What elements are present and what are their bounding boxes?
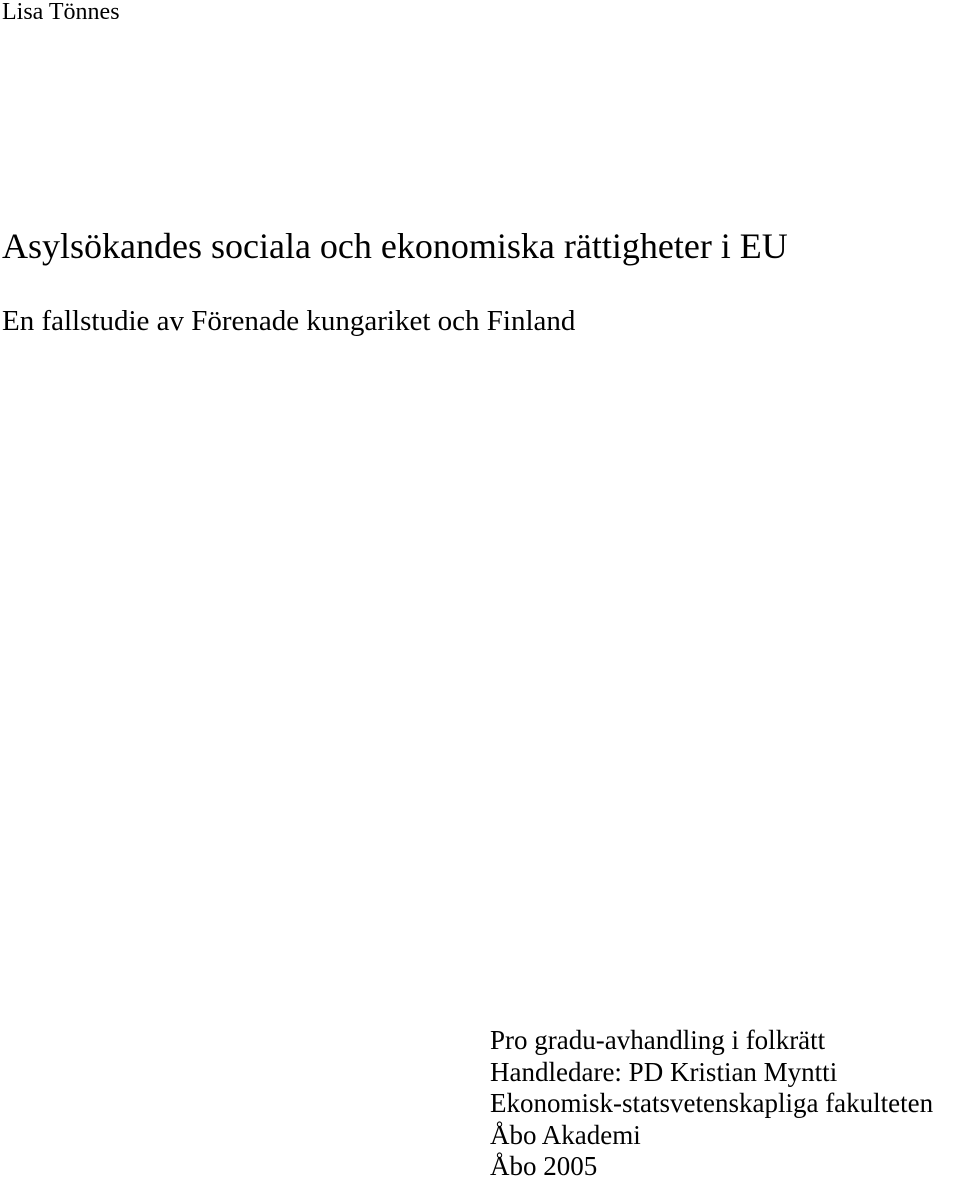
thesis-info-block: [490, 1025, 933, 1183]
author-name: Lisa Tönnes: [2, 0, 120, 25]
supervisor: Handledare: PD Kristian Myntti: [490, 1056, 838, 1087]
document-subtitle: En fallstudie av Förenade kungariket och Finland: [2, 305, 576, 337]
document-title: Asylsökandes sociala och ekonomiska rättigheter i EU: [2, 226, 788, 266]
place-year: Åbo 2005: [490, 1151, 598, 1181]
faculty: Ekonomisk-statsvetenskapliga fakulteten: [490, 1088, 934, 1118]
thesis-type: Pro gradu-avhandling i folkrätt: [490, 1025, 826, 1055]
university: Åbo Akademi: [490, 1119, 641, 1150]
